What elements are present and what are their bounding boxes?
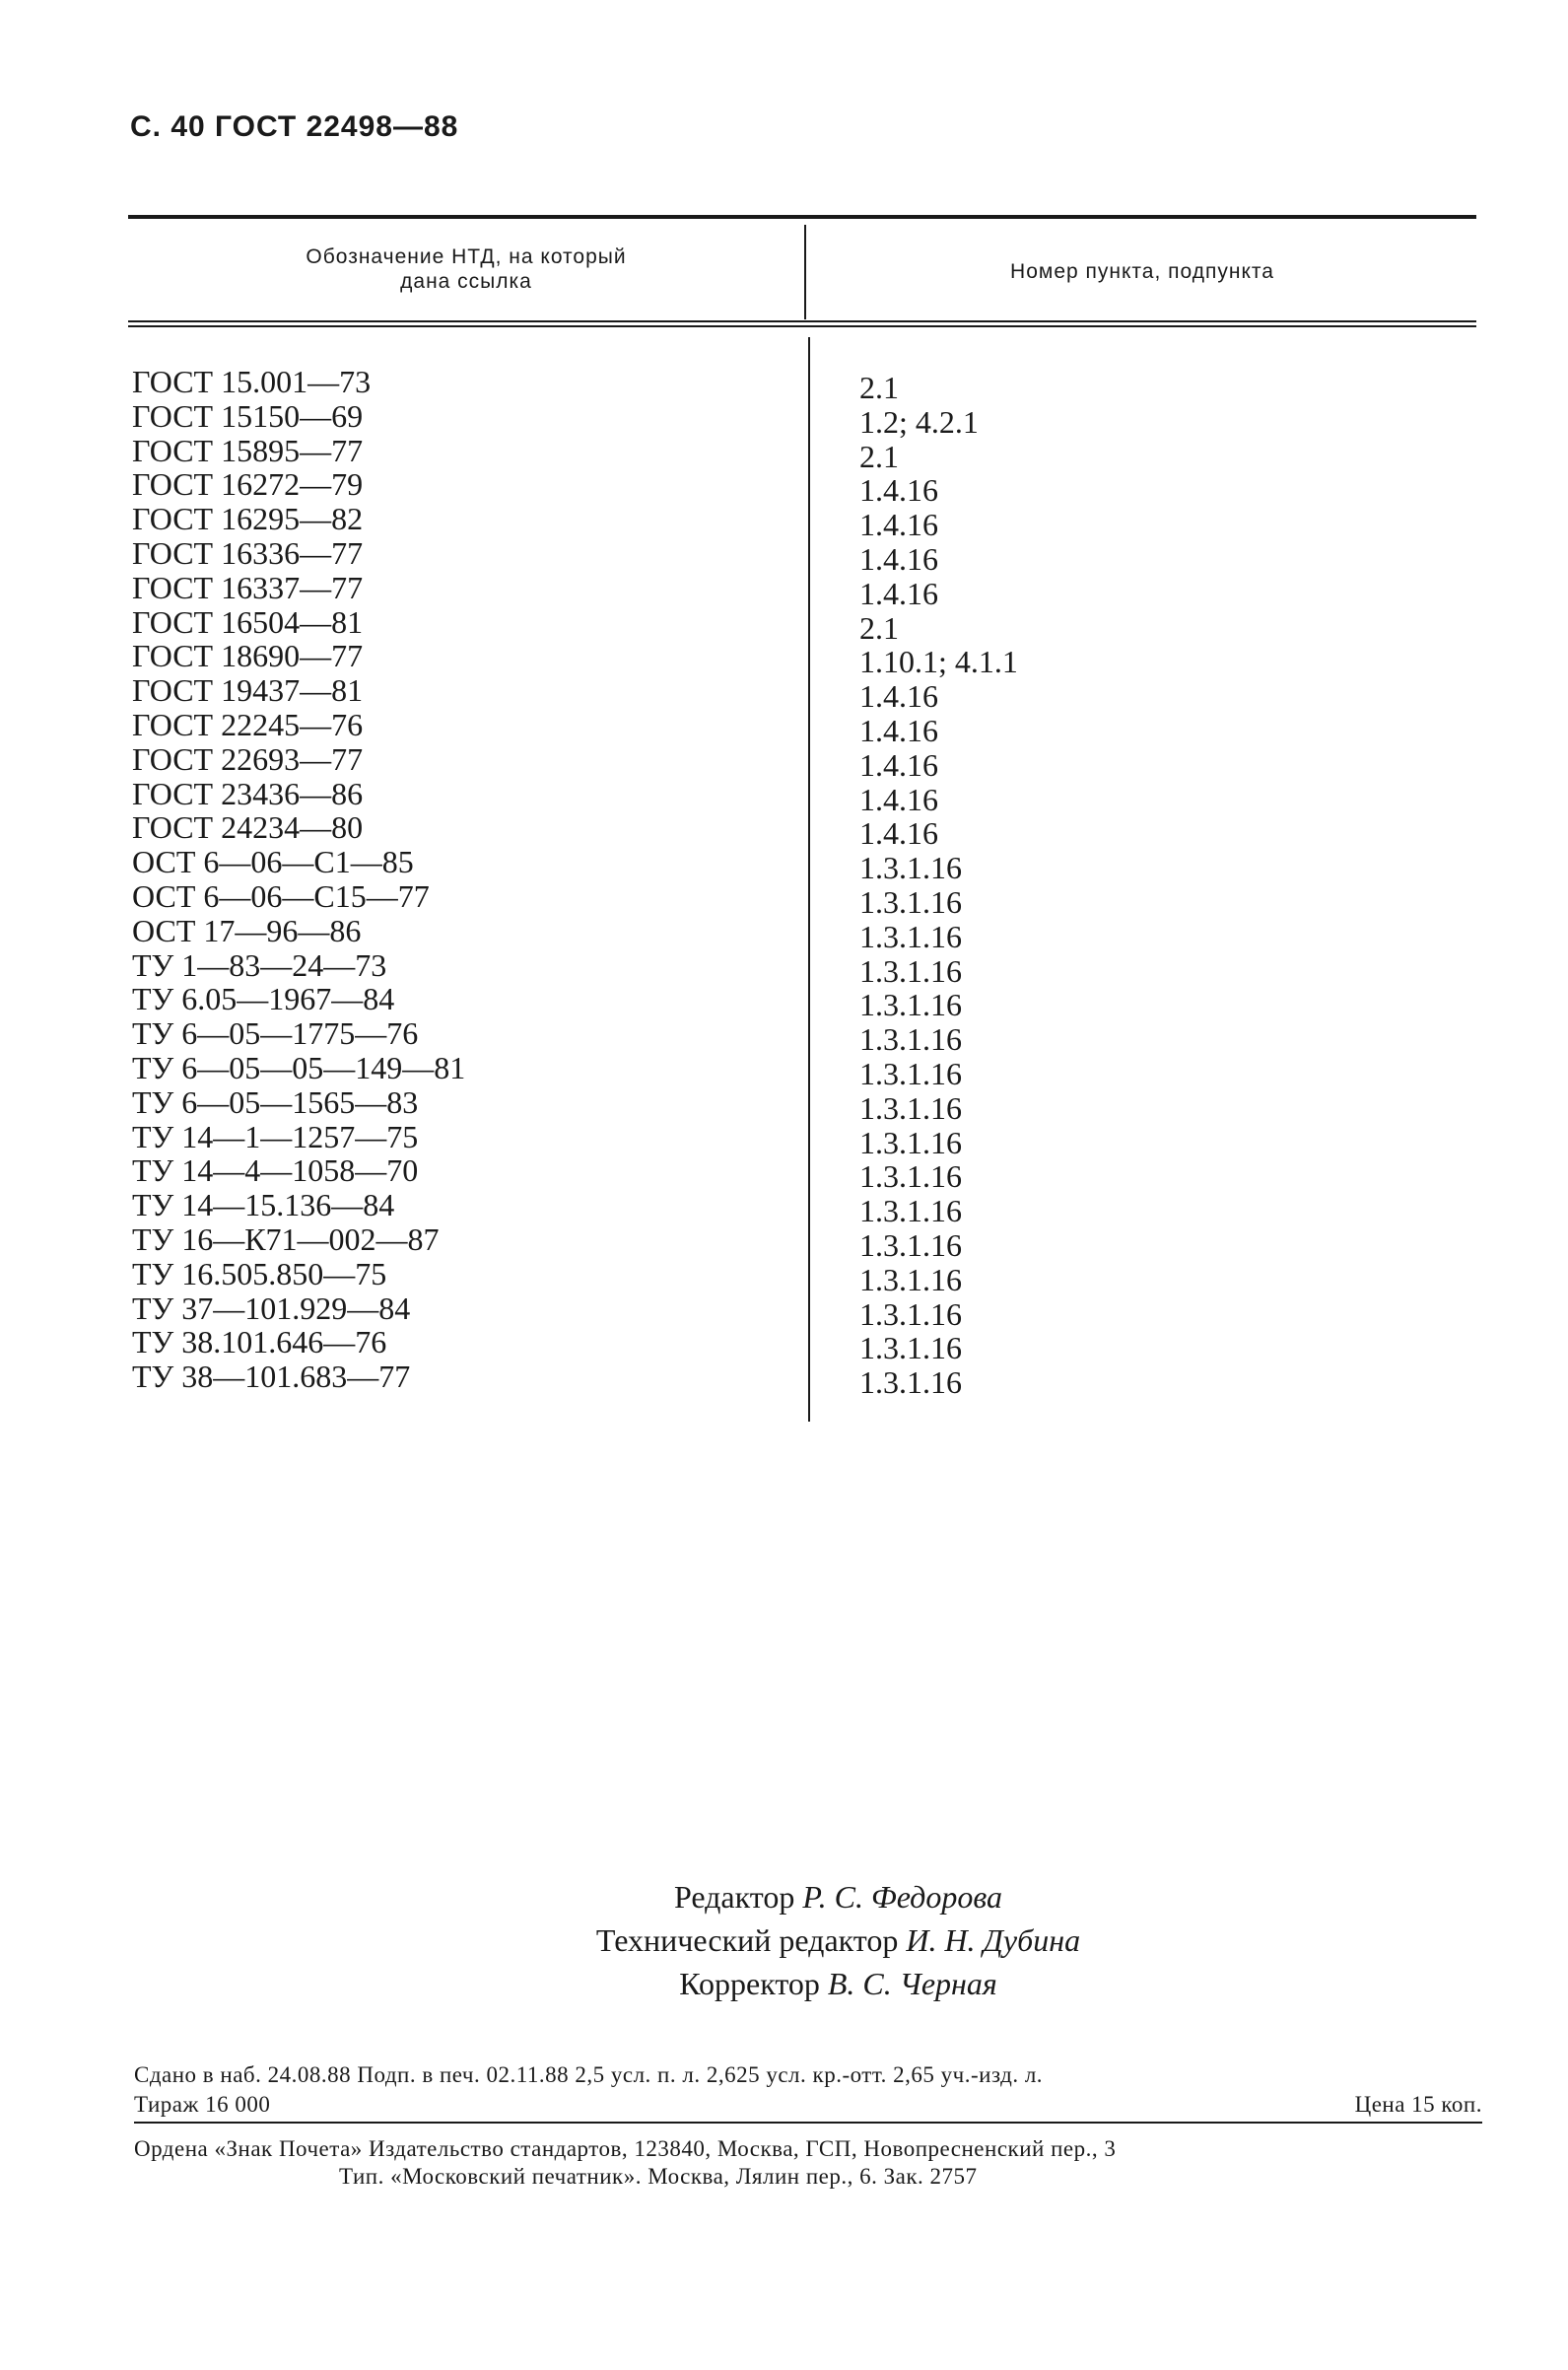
table-row-document: ОСТ 6—06—С1—85 — [132, 844, 414, 880]
table-row-document: ГОСТ 15.001—73 — [132, 364, 372, 399]
table-row-clause: 1.3.1.16 — [859, 1193, 962, 1229]
table-row-document: ГОСТ 16272—79 — [132, 466, 364, 503]
proofreader-name: В. С. Черная — [827, 1966, 997, 2001]
header-bottom-rule-1 — [128, 320, 1476, 322]
publisher-info — [134, 2135, 1482, 2191]
circulation: Тираж 16 000 — [134, 2092, 271, 2117]
page-header: С. 40 ГОСТ 22498—88 — [130, 110, 459, 143]
proofreader-label: Корректор — [679, 1966, 820, 2001]
table-row-document: ТУ 14—1—1257—75 — [132, 1118, 419, 1154]
tech-editor-name: И. Н. Дубина — [906, 1922, 1081, 1958]
editor-label: Редактор — [673, 1879, 795, 1915]
table-row-document: ГОСТ 24234—80 — [132, 809, 364, 846]
column-header-document-line2: дана ссылка — [400, 270, 532, 293]
table-row-clause: 1.3.1.16 — [859, 1226, 962, 1263]
document-column — [132, 365, 783, 1394]
table-row-clause: 1.3.1.16 — [859, 1089, 962, 1126]
publisher-line-1: Ордена «Знак Почета» Издательство стандартов, 123840, Москва, ГСП, Новопресненский пер., 3 — [134, 2136, 1117, 2161]
table-row-clause: 1.4.16 — [859, 815, 938, 852]
table-row-clause: 1.4.16 — [859, 678, 938, 715]
publisher-line-2: Тип. «Московский печатник». Москва, Лялин пер., 6. Зак. 2757 — [339, 2164, 978, 2189]
table-row-document: ОСТ 6—06—С15—77 — [132, 877, 430, 914]
table-row-clause: 1.2; 4.2.1 — [859, 403, 979, 440]
table-row-clause: 1.4.16 — [859, 507, 938, 543]
price: Цена 15 коп. — [1354, 2092, 1482, 2117]
tech-editor-label: Технический редактор — [595, 1922, 899, 1958]
table-row-clause: 1.4.16 — [859, 746, 938, 783]
table-row-clause: 1.3.1.16 — [859, 952, 962, 989]
table-row-clause: 1.3.1.16 — [859, 1261, 962, 1297]
table-row-document: ГОСТ 22245—76 — [132, 706, 364, 742]
table-row-document: ГОСТ 16295—82 — [132, 501, 364, 537]
table-row-document: ГОСТ 23436—86 — [132, 775, 364, 811]
header-column-divider — [804, 225, 806, 319]
table-row-document: ГОСТ 22693—77 — [132, 740, 364, 777]
table-row-clause: 1.3.1.16 — [859, 850, 962, 886]
table-row-document: ТУ 38—101.683—77 — [132, 1359, 411, 1395]
table-row-document: ТУ 38.101.646—76 — [132, 1324, 387, 1360]
table-row-clause: 1.3.1.16 — [859, 987, 962, 1023]
reference-table — [128, 215, 1476, 1429]
column-header-document — [128, 244, 804, 294]
table-row-clause: 1.4.16 — [859, 472, 938, 509]
table-row-document: ГОСТ 15895—77 — [132, 432, 364, 468]
credit-tech-editor — [0, 1918, 1568, 1962]
credit-proofreader — [0, 1962, 1568, 2005]
table-row-document: ТУ 16.505.850—75 — [132, 1255, 387, 1291]
table-row-document: ГОСТ 18690—77 — [132, 638, 364, 674]
table-row-document: ТУ 16—К71—002—87 — [132, 1220, 440, 1257]
imprint-dates — [134, 2060, 1482, 2090]
table-row-clause: 1.4.16 — [859, 712, 938, 748]
column-header-clause: Номер пункта, подпункта — [1010, 260, 1274, 283]
table-row-document: ТУ 14—4—1058—70 — [132, 1152, 419, 1189]
table-row-document: ТУ 6.05—1967—84 — [132, 981, 395, 1017]
editor-name: Р. С. Федорова — [802, 1879, 1002, 1915]
imprint — [134, 2060, 1482, 2124]
table-row-document: ГОСТ 15150—69 — [132, 397, 364, 434]
table-row-clause: 1.4.16 — [859, 540, 938, 577]
table-row-clause: 1.3.1.16 — [859, 1124, 962, 1160]
table-row-clause: 2.1 — [859, 438, 899, 474]
imprint-dates-text: Сдано в наб. 24.08.88 Подп. в печ. 02.11.88 2,5 усл. п. л. 2,625 усл. кр.-отт. 2,65 уч.-изд. л. — [134, 2062, 1044, 2087]
table-row-document: ГОСТ 16504—81 — [132, 603, 364, 640]
table-row-document: ТУ 14—15.136—84 — [132, 1187, 395, 1223]
credit-editor — [0, 1875, 1568, 1918]
table-row-clause: 1.4.16 — [859, 781, 938, 817]
table-top-rule — [128, 215, 1476, 219]
body-column-divider — [808, 337, 810, 1422]
table-row-document: ТУ 1—83—24—73 — [132, 946, 387, 983]
table-row-document: ТУ 37—101.929—84 — [132, 1290, 411, 1326]
table-row-document: ТУ 6—05—1565—83 — [132, 1083, 419, 1120]
table-row-clause: 1.3.1.16 — [859, 1330, 962, 1366]
table-row-document: ГОСТ 16337—77 — [132, 569, 364, 605]
table-row-clause: 1.3.1.16 — [859, 883, 962, 920]
imprint-circulation-price — [134, 2090, 1482, 2124]
table-row-clause: 1.4.16 — [859, 575, 938, 611]
table-row-clause: 1.3.1.16 — [859, 1055, 962, 1091]
table-row-clause: 1.3.1.16 — [859, 1158, 962, 1195]
table-row-document: ТУ 6—05—1775—76 — [132, 1015, 419, 1052]
table-row-document: ГОСТ 19437—81 — [132, 672, 364, 709]
table-row-clause: 1.3.1.16 — [859, 1295, 962, 1332]
table-row-document: ТУ 6—05—05—149—81 — [132, 1049, 466, 1085]
clause-column — [859, 371, 1451, 1400]
table-row-clause: 2.1 — [859, 609, 899, 646]
table-row-clause: 1.3.1.16 — [859, 1021, 962, 1058]
table-row-clause: 1.3.1.16 — [859, 918, 962, 954]
table-row-clause: 2.1 — [859, 370, 899, 405]
table-row-clause: 1.3.1.16 — [859, 1364, 962, 1401]
credits — [0, 1875, 1568, 2005]
column-header-document-line1: Обозначение НТД, на который — [306, 245, 627, 268]
table-row-document: ОСТ 17—96—86 — [132, 912, 362, 948]
header-bottom-rule-2 — [128, 325, 1476, 327]
table-row-document: ГОСТ 16336—77 — [132, 534, 364, 571]
table-row-clause: 1.10.1; 4.1.1 — [859, 644, 1018, 680]
